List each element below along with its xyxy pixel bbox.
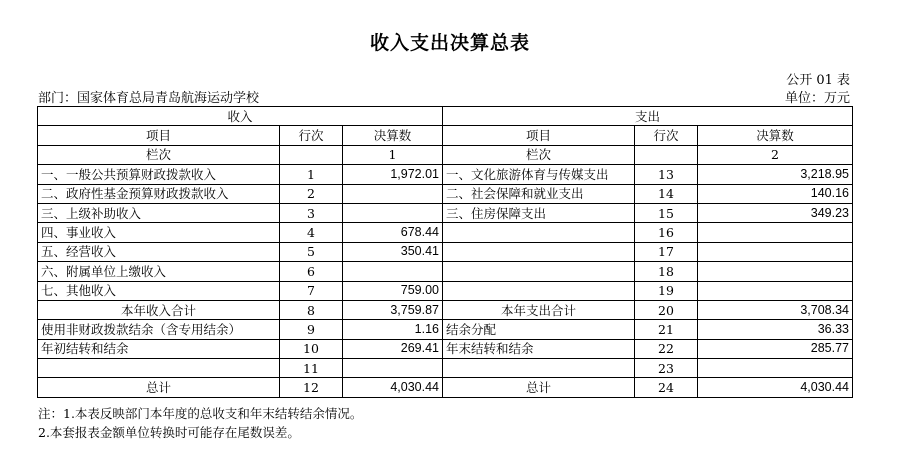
income-amount-cell: 4,030.44 xyxy=(343,378,443,397)
expense-amount-cell xyxy=(698,359,853,378)
income-amount-cell: 1.16 xyxy=(343,320,443,339)
income-rowno-cell: 10 xyxy=(280,339,343,358)
income-item-cell: 年初结转和结余 xyxy=(38,339,280,358)
expense-column-number: 2 xyxy=(698,145,853,164)
table-row xyxy=(38,300,853,319)
expense-rowno-header: 行次 xyxy=(635,126,698,145)
income-item-cell xyxy=(38,359,280,378)
expense-amount-cell xyxy=(698,281,853,300)
expense-amount-cell xyxy=(698,262,853,281)
income-rowno-cell: 9 xyxy=(280,320,343,339)
income-column-number: 1 xyxy=(343,145,443,164)
expense-item-cell: 本年支出合计 xyxy=(443,300,635,319)
expense-rowno-cell: 21 xyxy=(635,320,698,339)
table-row xyxy=(38,281,853,300)
income-rowno-cell: 4 xyxy=(280,223,343,242)
table-row xyxy=(38,165,853,184)
expense-item-header: 项目 xyxy=(443,126,635,145)
expense-amount-cell: 285.77 xyxy=(698,339,853,358)
income-amount-cell xyxy=(343,262,443,281)
expense-rowno-cell: 22 xyxy=(635,339,698,358)
section-header-row xyxy=(38,107,853,126)
expense-rowno-cell: 14 xyxy=(635,184,698,203)
expense-amount-cell: 4,030.44 xyxy=(698,378,853,397)
income-amount-cell: 3,759.87 xyxy=(343,300,443,319)
income-rowno-cell: 5 xyxy=(280,242,343,261)
expense-rowno-cell: 16 xyxy=(635,223,698,242)
income-rowno-cell: 11 xyxy=(280,359,343,378)
expense-item-cell xyxy=(443,223,635,242)
income-item-cell: 一、一般公共预算财政拨款收入 xyxy=(38,165,280,184)
empty-cell xyxy=(280,145,343,164)
table-row xyxy=(38,378,853,397)
footnotes xyxy=(38,404,362,442)
column-label-row xyxy=(38,145,853,164)
expense-rowno-cell: 23 xyxy=(635,359,698,378)
expense-item-cell xyxy=(443,262,635,281)
footnote-1: 注：1.本表反映部门本年度的总收支和年末结转结余情况。 xyxy=(38,406,363,421)
expense-amount-cell xyxy=(698,223,853,242)
expense-amount-cell: 3,218.95 xyxy=(698,165,853,184)
income-amount-cell xyxy=(343,184,443,203)
column-header-row xyxy=(38,126,853,145)
income-amount-cell: 1,972.01 xyxy=(343,165,443,184)
income-rowno-header: 行次 xyxy=(280,126,343,145)
table-row xyxy=(38,223,853,242)
expense-column-label: 栏次 xyxy=(443,145,635,164)
income-item-cell: 七、其他收入 xyxy=(38,281,280,300)
income-amount-cell: 759.00 xyxy=(343,281,443,300)
table-row xyxy=(38,203,853,222)
income-item-cell: 总计 xyxy=(38,378,280,397)
income-amount-cell: 678.44 xyxy=(343,223,443,242)
income-amount-cell: 269.41 xyxy=(343,339,443,358)
income-rowno-cell: 8 xyxy=(280,300,343,319)
expense-rowno-cell: 24 xyxy=(635,378,698,397)
expense-item-cell: 二、社会保障和就业支出 xyxy=(443,184,635,203)
income-item-cell: 六、附属单位上缴收入 xyxy=(38,262,280,281)
income-amount-header: 决算数 xyxy=(343,126,443,145)
income-rowno-cell: 7 xyxy=(280,281,343,300)
income-item-header: 项目 xyxy=(38,126,280,145)
income-expense-table xyxy=(37,106,853,398)
income-item-cell: 使用非财政拨款结余（含专用结余） xyxy=(38,320,280,339)
expense-item-cell xyxy=(443,281,635,300)
expense-item-cell xyxy=(443,242,635,261)
expense-item-cell: 一、文化旅游体育与传媒支出 xyxy=(443,165,635,184)
department-label: 部门：国家体育总局青岛航海运动学校 xyxy=(38,91,260,106)
expense-amount-cell: 3,708.34 xyxy=(698,300,853,319)
income-amount-cell xyxy=(343,359,443,378)
income-item-cell: 五、经营收入 xyxy=(38,242,280,261)
table-row xyxy=(38,184,853,203)
expense-item-cell: 结余分配 xyxy=(443,320,635,339)
income-rowno-cell: 3 xyxy=(280,203,343,222)
income-item-cell: 本年收入合计 xyxy=(38,300,280,319)
page-title: 收入支出决算总表 xyxy=(369,32,530,54)
unit-label: 单位：万元 xyxy=(784,91,850,106)
expense-rowno-cell: 17 xyxy=(635,242,698,261)
table-row xyxy=(38,262,853,281)
table-row xyxy=(38,242,853,261)
empty-cell xyxy=(635,145,698,164)
expense-rowno-cell: 20 xyxy=(635,300,698,319)
income-item-cell: 三、上级补助收入 xyxy=(38,203,280,222)
income-rowno-cell: 6 xyxy=(280,262,343,281)
expense-item-cell: 总计 xyxy=(443,378,635,397)
income-section-header: 收入 xyxy=(38,107,443,126)
income-rowno-cell: 2 xyxy=(280,184,343,203)
expense-rowno-cell: 13 xyxy=(635,165,698,184)
table-row xyxy=(38,339,853,358)
income-amount-cell: 350.41 xyxy=(343,242,443,261)
expense-section-header: 支出 xyxy=(443,107,853,126)
income-column-label: 栏次 xyxy=(38,145,280,164)
expense-amount-cell: 140.16 xyxy=(698,184,853,203)
footnote-2: 2.本套报表金额单位转换时可能存在尾数误差。 xyxy=(38,425,300,440)
expense-rowno-cell: 18 xyxy=(635,262,698,281)
expense-amount-header: 决算数 xyxy=(698,126,853,145)
table-row xyxy=(38,320,853,339)
expense-amount-cell: 36.33 xyxy=(698,320,853,339)
expense-amount-cell: 349.23 xyxy=(698,203,853,222)
expense-rowno-cell: 15 xyxy=(635,203,698,222)
expense-item-cell: 三、住房保障支出 xyxy=(443,203,635,222)
form-number: 公开 01 表 xyxy=(786,73,850,88)
table-row xyxy=(38,359,853,378)
expense-item-cell xyxy=(443,359,635,378)
expense-amount-cell xyxy=(698,242,853,261)
income-rowno-cell: 1 xyxy=(280,165,343,184)
expense-item-cell: 年末结转和结余 xyxy=(443,339,635,358)
income-rowno-cell: 12 xyxy=(280,378,343,397)
income-item-cell: 四、事业收入 xyxy=(38,223,280,242)
expense-rowno-cell: 19 xyxy=(635,281,698,300)
income-amount-cell xyxy=(343,203,443,222)
income-item-cell: 二、政府性基金预算财政拨款收入 xyxy=(38,184,280,203)
